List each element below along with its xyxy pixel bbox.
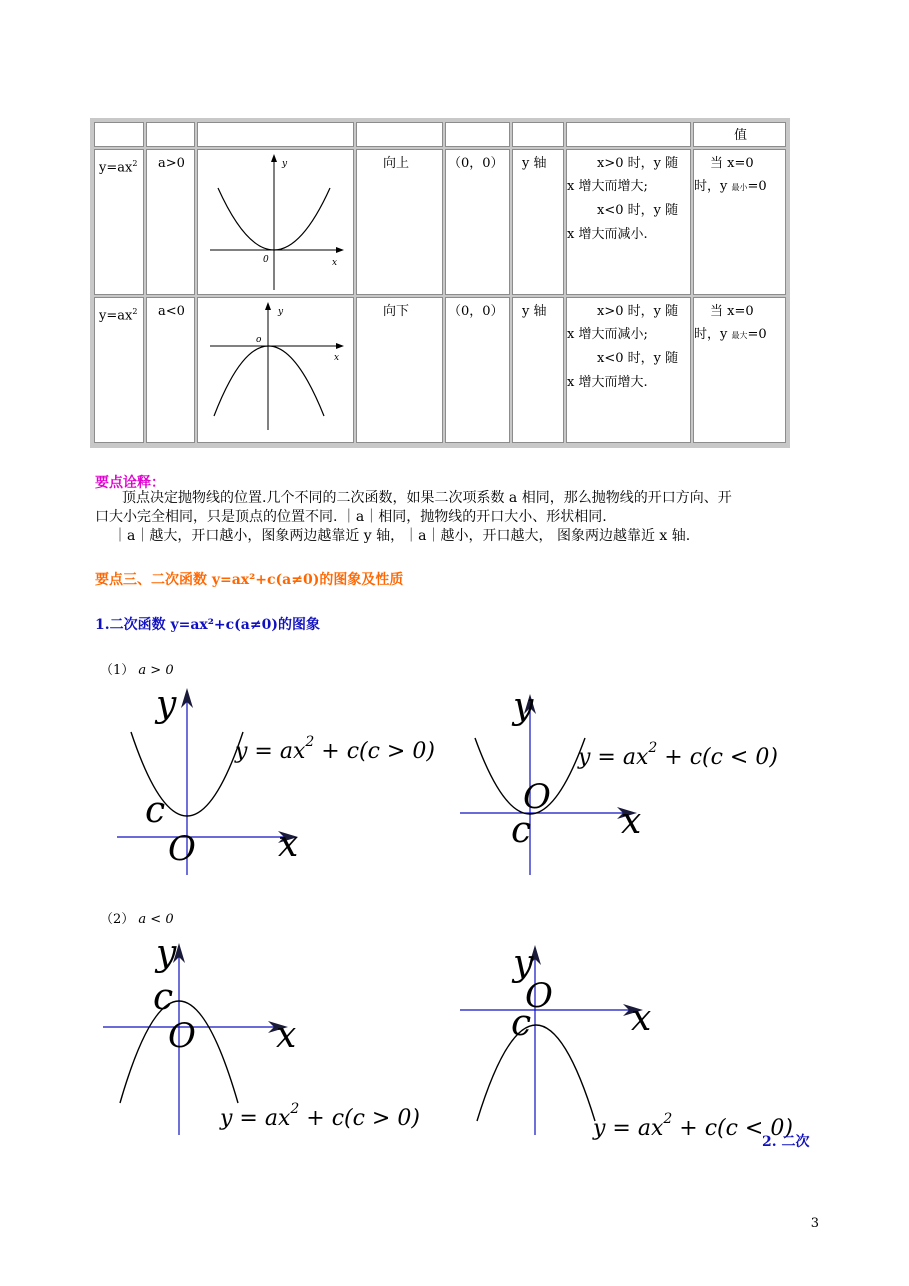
c-label: c [145, 790, 166, 831]
origin-label: O [525, 976, 553, 1016]
section-title: 要点三、二次函数 y=ax²+c(a≠0)的图象及性质 [95, 572, 404, 588]
upward-parabola-graph [198, 150, 353, 294]
graph-origin-label: 0 [263, 255, 269, 265]
x-label: x [278, 824, 299, 865]
row2-axis [512, 297, 564, 443]
mono-text: x>0 时，y 随 [597, 304, 679, 319]
cond-text: a<0 [158, 304, 185, 319]
extreme-text: =0 [747, 327, 767, 342]
row2-direction [356, 297, 443, 443]
row2-cond [146, 297, 195, 443]
func-sup: 2 [132, 307, 138, 316]
eq-tail: + c(c < 0) [672, 1116, 793, 1141]
y-label: y [513, 943, 534, 984]
page-number: 3 [810, 1216, 819, 1231]
case-prefix: （2） [100, 912, 135, 927]
row1-extreme [693, 149, 786, 295]
header-cell [512, 122, 564, 147]
row1-graph [197, 149, 354, 295]
extreme-text: =0 [747, 179, 767, 194]
notes-line-2: 口大小完全相同，只是顶点的位置不同. ｜a｜相同，抛物线的开口大小、形状相同. [95, 509, 607, 525]
row1-direction [356, 149, 443, 295]
header-cell [356, 122, 443, 147]
x-label: x [631, 998, 652, 1039]
eq-tail: + c(c > 0) [299, 1106, 420, 1131]
origin-label: O [168, 829, 196, 869]
case-cond: a > 0 [138, 663, 174, 678]
equation [219, 1101, 420, 1131]
mono-text: x 增大而增大; [567, 179, 648, 194]
row1-func [94, 149, 144, 295]
graph-a-pos-c-pos [100, 680, 435, 880]
func-text: y=ax [99, 160, 133, 176]
axis-text: y 轴 [522, 156, 547, 171]
downward-parabola-graph [198, 298, 353, 442]
graph-y-label: y [278, 307, 284, 317]
row1-cond [146, 149, 195, 295]
extreme-sub: 最大 [731, 331, 748, 340]
extreme-text: 当 x=0 [710, 304, 754, 319]
extreme-text: 时，y [694, 179, 732, 194]
direction-text: 向上 [383, 156, 410, 171]
notes-line-1: 顶点决定抛物线的位置.几个不同的二次函数，如果二次项系数 a 相同，那么抛物线的开口方向、开 [122, 490, 732, 506]
row2-extreme [693, 297, 786, 443]
eq-exp: 2 [290, 1101, 300, 1117]
graph-x-label: x [332, 258, 338, 268]
mono-text: x<0 时，y 随 [597, 351, 679, 366]
cond-text: a>0 [158, 156, 185, 171]
vertex-text: （0，0） [448, 304, 504, 319]
mono-text: x>0 时，y 随 [597, 156, 679, 171]
case-2-label [100, 908, 174, 927]
eq-tail: + c(c > 0) [314, 739, 435, 764]
header-value-text: 值 [734, 128, 748, 143]
eq-tail: + c(c < 0) [657, 745, 778, 770]
graph-a-neg-c-neg [455, 935, 793, 1145]
y-label: y [156, 933, 177, 974]
header-cell [445, 122, 510, 147]
header-cell-value [693, 122, 786, 147]
row2-graph [197, 297, 354, 443]
eq-main: y = ax [593, 1116, 664, 1141]
c-label: c [511, 1003, 532, 1044]
case-cond: a < 0 [138, 912, 174, 927]
c-label: c [511, 810, 532, 851]
row2-func [94, 297, 144, 443]
func-sup: 2 [132, 159, 138, 168]
graph-a-neg-c-pos [100, 933, 420, 1145]
axis-text: y 轴 [522, 304, 547, 319]
x-label: x [276, 1015, 297, 1056]
c-label: c [153, 977, 174, 1018]
next-section-label: 2. 二次 [762, 1134, 810, 1150]
header-cell [146, 122, 195, 147]
eq-main: y = ax [235, 739, 306, 764]
mono-text: x<0 时，y 随 [597, 203, 679, 218]
row2-monotonicity [566, 297, 691, 443]
row1-vertex [445, 149, 510, 295]
extreme-text: 当 x=0 [710, 156, 754, 171]
header-cell [94, 122, 144, 147]
header-cell [197, 122, 354, 147]
row1-monotonicity [566, 149, 691, 295]
func-text: y=ax [99, 308, 133, 324]
eq-exp: 2 [648, 740, 658, 756]
vertex-text: （0，0） [448, 156, 504, 171]
equation [234, 734, 435, 764]
y-label: y [513, 686, 534, 727]
graph-y-label: y [282, 159, 288, 169]
row2-vertex [445, 297, 510, 443]
origin-label: O [523, 777, 551, 817]
extreme-sub: 最小 [731, 183, 748, 192]
eq-exp: 2 [305, 734, 315, 750]
graph-origin-label: o [256, 335, 262, 345]
graph-a-pos-c-neg [455, 680, 778, 880]
eq-exp: 2 [663, 1111, 673, 1127]
mono-text: x 增大而减小; [567, 327, 648, 342]
mono-text: x 增大而减小. [567, 227, 648, 242]
x-label: x [621, 801, 642, 842]
origin-label: O [168, 1016, 196, 1056]
equation [577, 740, 778, 770]
case-1-label [100, 659, 174, 678]
case-prefix: （1） [100, 663, 135, 678]
notes-line-3: ｜a｜越大，开口越小，图象两边越靠近 y 轴，｜a｜越小，开口越大， 图象两边越靠近 x 轴. [113, 528, 691, 544]
eq-main: y = ax [578, 745, 649, 770]
eq-main: y = ax [220, 1106, 291, 1131]
row1-axis [512, 149, 564, 295]
mono-text: x 增大而增大. [567, 375, 648, 390]
properties-table [90, 118, 790, 448]
header-cell [566, 122, 691, 147]
subsection-title: 1.二次函数 y=ax²+c(a≠0)的图象 [95, 617, 320, 633]
y-label: y [156, 684, 177, 725]
direction-text: 向下 [383, 304, 410, 319]
extreme-text: 时，y [694, 327, 732, 342]
graph-x-label: x [334, 353, 340, 363]
notes-heading: 要点诠释： [95, 475, 165, 491]
